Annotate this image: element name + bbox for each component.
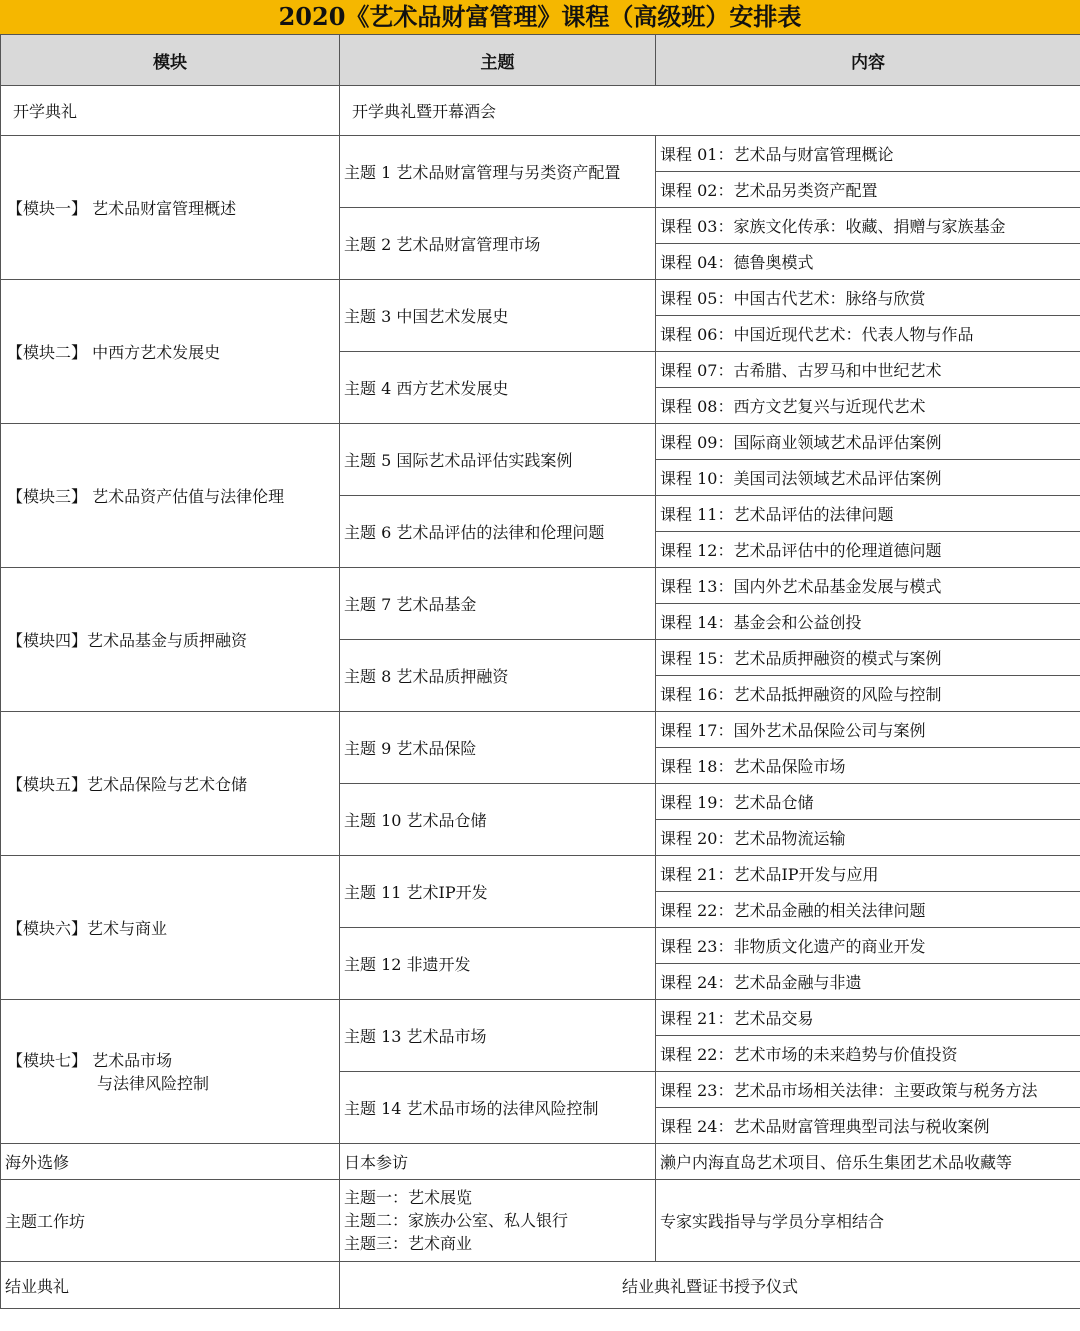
course-13: 课程 13：国内外艺术品基金发展与模式 bbox=[656, 568, 1080, 604]
header-topic: 主题 bbox=[340, 35, 656, 86]
page-title: 2020《艺术品财富管理》课程（高级班）安排表 bbox=[0, 0, 1080, 35]
topic-13: 主题 13 艺术品市场 bbox=[340, 1000, 656, 1072]
table-row bbox=[1, 424, 1080, 460]
module-6-label: 【模块六】艺术与商业 bbox=[1, 856, 340, 1000]
course-24: 课程 24：艺术品金融与非遗 bbox=[656, 964, 1080, 1000]
topic-7: 主题 7 艺术品基金 bbox=[340, 568, 656, 640]
table-row bbox=[1, 712, 1080, 748]
table-row bbox=[1, 136, 1080, 172]
module-2-label: 【模块二】 中西方艺术发展史 bbox=[1, 280, 340, 424]
module-7-label-line1: 【模块七】 艺术品市场 bbox=[7, 1050, 173, 1070]
module-4-label: 【模块四】艺术品基金与质押融资 bbox=[1, 568, 340, 712]
workshop-topics bbox=[340, 1180, 656, 1262]
course-06: 课程 06：中国近现代艺术：代表人物与作品 bbox=[656, 316, 1080, 352]
table-row bbox=[1, 1000, 1080, 1036]
topic-8: 主题 8 艺术品质押融资 bbox=[340, 640, 656, 712]
table-row bbox=[1, 280, 1080, 316]
course-16: 课程 16：艺术品抵押融资的风险与控制 bbox=[656, 676, 1080, 712]
course-02: 课程 02：艺术品另类资产配置 bbox=[656, 172, 1080, 208]
topic-14: 主题 14 艺术品市场的法律风险控制 bbox=[340, 1072, 656, 1144]
workshop-topic-2: 主题二：家族办公室、私人银行 bbox=[344, 1211, 569, 1230]
overseas-content: 濑户内海直岛艺术项目、倍乐生集团艺术品收藏等 bbox=[656, 1144, 1080, 1180]
opening-content: 开学典礼暨开幕酒会 bbox=[340, 86, 1080, 136]
course-m7-24: 课程 24：艺术品财富管理典型司法与税收案例 bbox=[656, 1108, 1080, 1144]
table-row bbox=[1, 856, 1080, 892]
topic-2: 主题 2 艺术品财富管理市场 bbox=[340, 208, 656, 280]
workshop-content: 专家实践指导与学员分享相结合 bbox=[656, 1180, 1080, 1262]
course-18: 课程 18：艺术品保险市场 bbox=[656, 748, 1080, 784]
course-03: 课程 03：家族文化传承：收藏、捐赠与家族基金 bbox=[656, 208, 1080, 244]
module-7-label bbox=[1, 1000, 340, 1144]
topic-6: 主题 6 艺术品评估的法律和伦理问题 bbox=[340, 496, 656, 568]
workshop-topic-1: 主题一：艺术展览 bbox=[344, 1188, 473, 1207]
course-11: 课程 11：艺术品评估的法律问题 bbox=[656, 496, 1080, 532]
course-14: 课程 14：基金会和公益创投 bbox=[656, 604, 1080, 640]
header-module: 模块 bbox=[1, 35, 340, 86]
course-20: 课程 20：艺术品物流运输 bbox=[656, 820, 1080, 856]
topic-1: 主题 1 艺术品财富管理与另类资产配置 bbox=[340, 136, 656, 208]
workshop-module: 主题工作坊 bbox=[1, 1180, 340, 1262]
course-m7-23: 课程 23：艺术品市场相关法律：主要政策与税务方法 bbox=[656, 1072, 1080, 1108]
opening-module: 开学典礼 bbox=[1, 86, 340, 136]
course-23: 课程 23：非物质文化遗产的商业开发 bbox=[656, 928, 1080, 964]
course-17: 课程 17：国外艺术品保险公司与案例 bbox=[656, 712, 1080, 748]
opening-row bbox=[1, 86, 1080, 136]
topic-3: 主题 3 中国艺术发展史 bbox=[340, 280, 656, 352]
course-01: 课程 01：艺术品与财富管理概论 bbox=[656, 136, 1080, 172]
topic-11: 主题 11 艺术IP开发 bbox=[340, 856, 656, 928]
course-19: 课程 19：艺术品仓储 bbox=[656, 784, 1080, 820]
course-12: 课程 12：艺术品评估中的伦理道德问题 bbox=[656, 532, 1080, 568]
topic-10: 主题 10 艺术品仓储 bbox=[340, 784, 656, 856]
module-7-label-line2: 与法律风险控制 bbox=[97, 1073, 210, 1093]
overseas-topic: 日本参访 bbox=[340, 1144, 656, 1180]
course-22: 课程 22：艺术品金融的相关法律问题 bbox=[656, 892, 1080, 928]
topic-12: 主题 12 非遗开发 bbox=[340, 928, 656, 1000]
header-row bbox=[1, 35, 1080, 86]
overseas-module: 海外选修 bbox=[1, 1144, 340, 1180]
course-04: 课程 04：德鲁奥模式 bbox=[656, 244, 1080, 280]
schedule-table bbox=[0, 34, 1080, 1309]
topic-4: 主题 4 西方艺术发展史 bbox=[340, 352, 656, 424]
course-08: 课程 08：西方文艺复兴与近现代艺术 bbox=[656, 388, 1080, 424]
closing-row bbox=[1, 1262, 1080, 1309]
course-m7-21: 课程 21：艺术品交易 bbox=[656, 1000, 1080, 1036]
course-m7-22: 课程 22：艺术市场的未来趋势与价值投资 bbox=[656, 1036, 1080, 1072]
course-07: 课程 07：古希腊、古罗马和中世纪艺术 bbox=[656, 352, 1080, 388]
closing-content: 结业典礼暨证书授予仪式 bbox=[340, 1262, 1080, 1309]
workshop-topic-3: 主题三：艺术商业 bbox=[344, 1234, 473, 1253]
course-05: 课程 05：中国古代艺术：脉络与欣赏 bbox=[656, 280, 1080, 316]
overseas-row bbox=[1, 1144, 1080, 1180]
course-15: 课程 15：艺术品质押融资的模式与案例 bbox=[656, 640, 1080, 676]
header-content: 内容 bbox=[656, 35, 1080, 86]
module-3-label: 【模块三】 艺术品资产估值与法律伦理 bbox=[1, 424, 340, 568]
topic-5: 主题 5 国际艺术品评估实践案例 bbox=[340, 424, 656, 496]
course-21: 课程 21：艺术品IP开发与应用 bbox=[656, 856, 1080, 892]
workshop-row bbox=[1, 1180, 1080, 1262]
module-1-label: 【模块一】 艺术品财富管理概述 bbox=[1, 136, 340, 280]
table-row bbox=[1, 568, 1080, 604]
topic-9: 主题 9 艺术品保险 bbox=[340, 712, 656, 784]
course-09: 课程 09：国际商业领域艺术品评估案例 bbox=[656, 424, 1080, 460]
module-5-label: 【模块五】艺术品保险与艺术仓储 bbox=[1, 712, 340, 856]
course-10: 课程 10：美国司法领域艺术品评估案例 bbox=[656, 460, 1080, 496]
closing-module: 结业典礼 bbox=[1, 1262, 340, 1309]
